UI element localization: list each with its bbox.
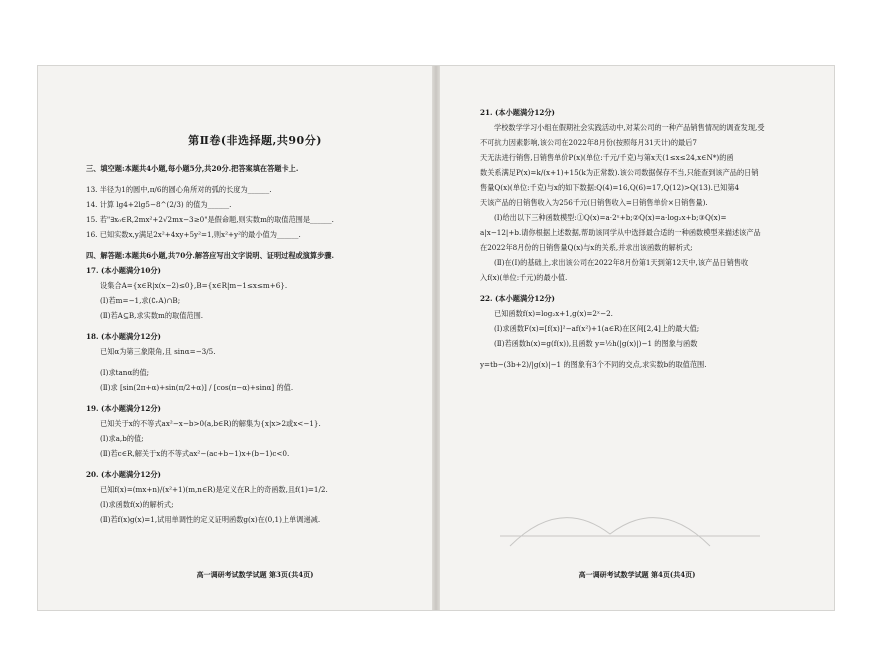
question-line: 已知关于x的不等式ax²−x−b>0(a,b∈R)的解集为{x|x>2或x<−1}. xyxy=(100,419,321,428)
question-line: 三、填空题:本题共4小题,每小题5分,共20分.把答案填在答题卡上. xyxy=(86,164,299,173)
question-line: 不可抗力因素影响,该公司在2022年8月份(按照每月31天计)的最后7 xyxy=(480,138,697,147)
question-line: 19. (本小题满分12分) xyxy=(86,404,161,413)
question-line: (Ⅱ)若A⊆B,求实数m的取值范围. xyxy=(100,311,204,320)
question-line: 已知α为第三象限角,且 sinα=−3/5. xyxy=(100,347,216,356)
page-fold xyxy=(432,66,440,610)
question-line: (Ⅱ)若f(x)g(x)=1,试用单调性的定义证明函数g(x)在(0,1)上单调递减. xyxy=(100,515,321,524)
question-line: 13. 半径为1的圆中,π/6的圆心角所对的弧的长度为______. xyxy=(86,185,272,194)
exam-page-3 xyxy=(38,66,432,610)
question-line: 14. 计算 lg4+2lg5−8^(2/3) 的值为______. xyxy=(86,200,232,209)
right-page-content xyxy=(480,108,806,369)
question-line: 18. (本小题满分12分) xyxy=(86,332,161,341)
question-line: 20. (本小题满分12分) xyxy=(86,470,161,479)
question-line: 设集合A={x∈R|x(x−2)≤0},B={x∈R|m−1≤x≤m+6}. xyxy=(100,281,288,290)
question-line: 21. (本小题满分12分) xyxy=(480,108,555,117)
page-footer-3: 高一调研考试数学试题 第3页(共4页) xyxy=(196,570,314,579)
question-line: 已知f(x)=(mx+n)/(x²+1)(m,n∈R)是定义在R上的奇函数,且f(1)=1/2. xyxy=(100,485,328,494)
question-line: (Ⅱ)若函数h(x)=g(f(x)),且函数 y=½h(|g(x)|)−1 的图象与函数 xyxy=(494,339,698,348)
question-line: 四、解答题:本题共6小题,共70分.解答应写出文字说明、证明过程或演算步骤. xyxy=(86,251,334,260)
question-line: (Ⅱ)求 [sin(2π+α)+sin(π/2+α)] / [cos(π−α)+sinα] 的值. xyxy=(100,383,294,392)
page-footer-4: 高一调研考试数学试题 第4页(共4页) xyxy=(578,570,696,579)
question-line: 已知函数f(x)=log₂x+1,g(x)=2ˣ−2. xyxy=(494,309,613,318)
question-line: y=tb−(3b+2)/|g(x)|−1 的图象有3个不同的交点,求实数b的取值范围. xyxy=(480,360,707,369)
question-line: 学校数学学习小组在假期社会实践活动中,对某公司的一种产品销售情况的调查发现,受 xyxy=(494,123,765,132)
question-line: 16. 已知实数x,y满足2x²+4xy+5y²=1,则x²+y²的最小值为______. xyxy=(86,230,301,239)
question-line: (Ⅱ)若c∈R,解关于x的不等式ax²−(ac+b−1)x+(b−1)c<0. xyxy=(100,449,290,458)
question-line: (Ⅰ)求函数f(x)的解析式; xyxy=(100,500,174,509)
question-line: (Ⅱ)在(Ⅰ)的基础上,求出该公司在2022年8月份第1天到第12天中,该产品日销售收 xyxy=(494,258,749,267)
question-line: 入f(x)(单位:千元)的最小值. xyxy=(480,273,568,282)
question-line: 数关系满足P(x)=k/(x+1)+15(k为正常数).该公司数据保存不当,只能查到该产品的日销 xyxy=(480,168,759,177)
question-line: (Ⅰ)求函数F(x)=[f(x)]²−af(x²)+1(a∈R)在区间[2,4]上的最大值; xyxy=(494,324,700,333)
question-line: (Ⅰ)若m=−1,求(∁ᵣA)∩B; xyxy=(100,296,181,305)
left-page-content xyxy=(86,164,424,524)
question-line: (Ⅰ)求a,b的值; xyxy=(100,434,144,443)
question-line: a|x−12|+b.请你根据上述数据,帮助该同学从中选择最合适的一种函数模型来描述该产品 xyxy=(480,228,761,237)
scanned-exam-sheet xyxy=(38,66,834,610)
question-line: 售量Q(x)(单位:千克)与x的如下数据:Q(4)=16,Q(6)=17,Q(12)>Q(13).已知第4 xyxy=(480,183,740,192)
bleed-through-graph xyxy=(500,496,760,556)
question-line: 天无法进行销售,日销售单价P(x)(单位:千元/千克)与第x天(1≤x≤24,x∈N*)的函 xyxy=(480,153,734,162)
question-line: 天该产品的日销售收入为256千元(日销售收入=日销售单价×日销售量). xyxy=(480,198,708,207)
question-line: (Ⅰ)给出以下三种函数模型:①Q(x)=a·2ˣ+b;②Q(x)=a·log₂x+b;③Q(x)= xyxy=(494,213,727,222)
question-line: 17. (本小题满分10分) xyxy=(86,266,161,275)
question-line: 22. (本小题满分12分) xyxy=(480,294,555,303)
section-title: 第Ⅱ卷(非选择题,共90分) xyxy=(188,134,322,147)
question-line: 15. 若"∃x₀∈R,2mx²+2√2mx−3≥0"是假命题,则实数m的取值范围是______. xyxy=(86,215,334,224)
exam-page-4 xyxy=(440,66,834,610)
question-line: (Ⅰ)求tanα的值; xyxy=(100,368,150,377)
question-line: 在2022年8月份的日销售量Q(x)与x的关系,并求出该函数的解析式; xyxy=(480,243,693,252)
